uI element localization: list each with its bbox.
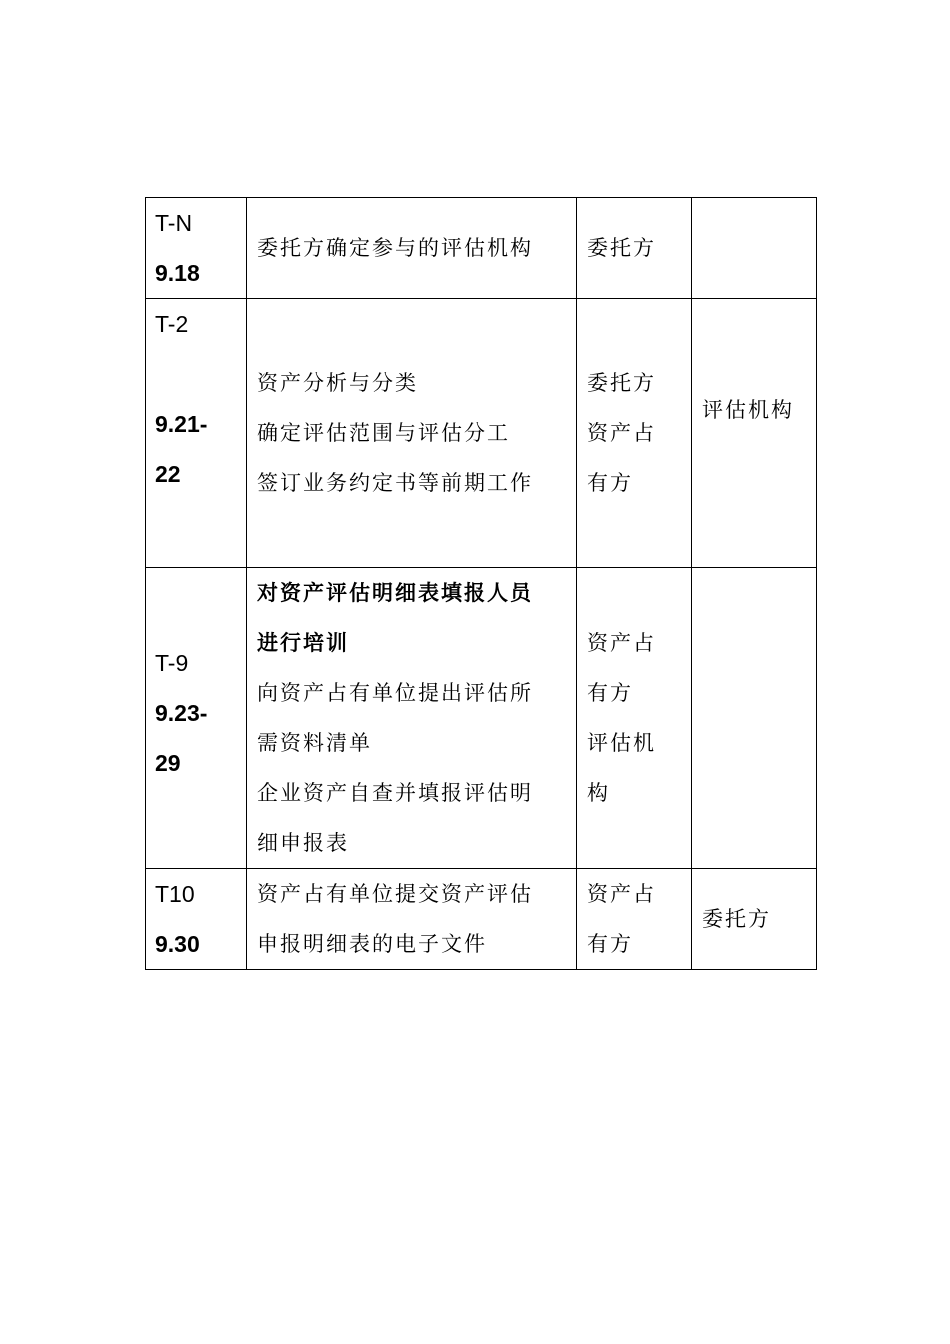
responsible-cell [577, 198, 692, 299]
responsible-text: 资产占 [587, 882, 656, 906]
task-cell [247, 568, 577, 869]
task-text: 细申报表 [257, 831, 349, 855]
task-text: 企业资产自查并填报评估明 [257, 781, 533, 805]
responsible-text: 评估机 [587, 731, 656, 755]
task-cell [247, 869, 577, 970]
responsible-cell [577, 299, 692, 568]
schedule-table [145, 197, 817, 970]
table-row [146, 568, 817, 869]
assist-text: 委托方 [702, 907, 771, 931]
phase-date: 9.21- [155, 411, 208, 437]
phase-code: T-N [155, 210, 193, 236]
table-row [146, 299, 817, 568]
task-cell [247, 198, 577, 299]
phase-date: 29 [155, 750, 181, 776]
responsible-text: 有方 [587, 932, 633, 956]
task-text: 申报明细表的电子文件 [257, 932, 487, 956]
task-text: 向资产占有单位提出评估所 [257, 681, 533, 705]
phase-date: 9.30 [155, 931, 200, 957]
phase-cell [146, 568, 247, 869]
phase-date: 22 [155, 461, 181, 487]
responsible-text: 委托方 [587, 371, 656, 395]
phase-date: 9.18 [155, 260, 200, 286]
assist-cell [692, 568, 817, 869]
responsible-text: 委托方 [587, 236, 656, 260]
table-row [146, 869, 817, 970]
responsible-text: 资产占 [587, 631, 656, 655]
phase-code: T-9 [155, 650, 189, 676]
phase-date: 9.23- [155, 700, 208, 726]
task-text: 资产占有单位提交资产评估 [257, 882, 533, 906]
assist-text [702, 693, 810, 743]
phase-cell [146, 299, 247, 568]
task-text-bold: 对资产评估明细表填报人员 [257, 581, 533, 605]
responsible-text: 构 [587, 781, 610, 805]
assist-text: 评估机构 [702, 398, 794, 422]
task-text: 资产分析与分类 [257, 371, 418, 395]
task-text-bold: 进行培训 [257, 631, 349, 655]
assist-cell [692, 299, 817, 568]
responsible-cell [577, 869, 692, 970]
table-row [146, 198, 817, 299]
task-text: 签订业务约定书等前期工作 [257, 471, 533, 495]
task-text: 需资料清单 [257, 731, 372, 755]
assist-cell [692, 869, 817, 970]
spacer [155, 349, 246, 399]
phase-code: T-2 [155, 311, 189, 337]
assist-text [702, 223, 810, 273]
task-cell [247, 299, 577, 568]
task-text: 确定评估范围与评估分工 [257, 421, 510, 445]
responsible-text: 有方 [587, 681, 633, 705]
phase-code: T10 [155, 881, 195, 907]
phase-cell [146, 869, 247, 970]
phase-cell [146, 198, 247, 299]
responsible-text: 资产占 [587, 421, 656, 445]
responsible-text: 有方 [587, 471, 633, 495]
responsible-cell [577, 568, 692, 869]
task-text: 委托方确定参与的评估机构 [257, 236, 533, 260]
assist-cell [692, 198, 817, 299]
